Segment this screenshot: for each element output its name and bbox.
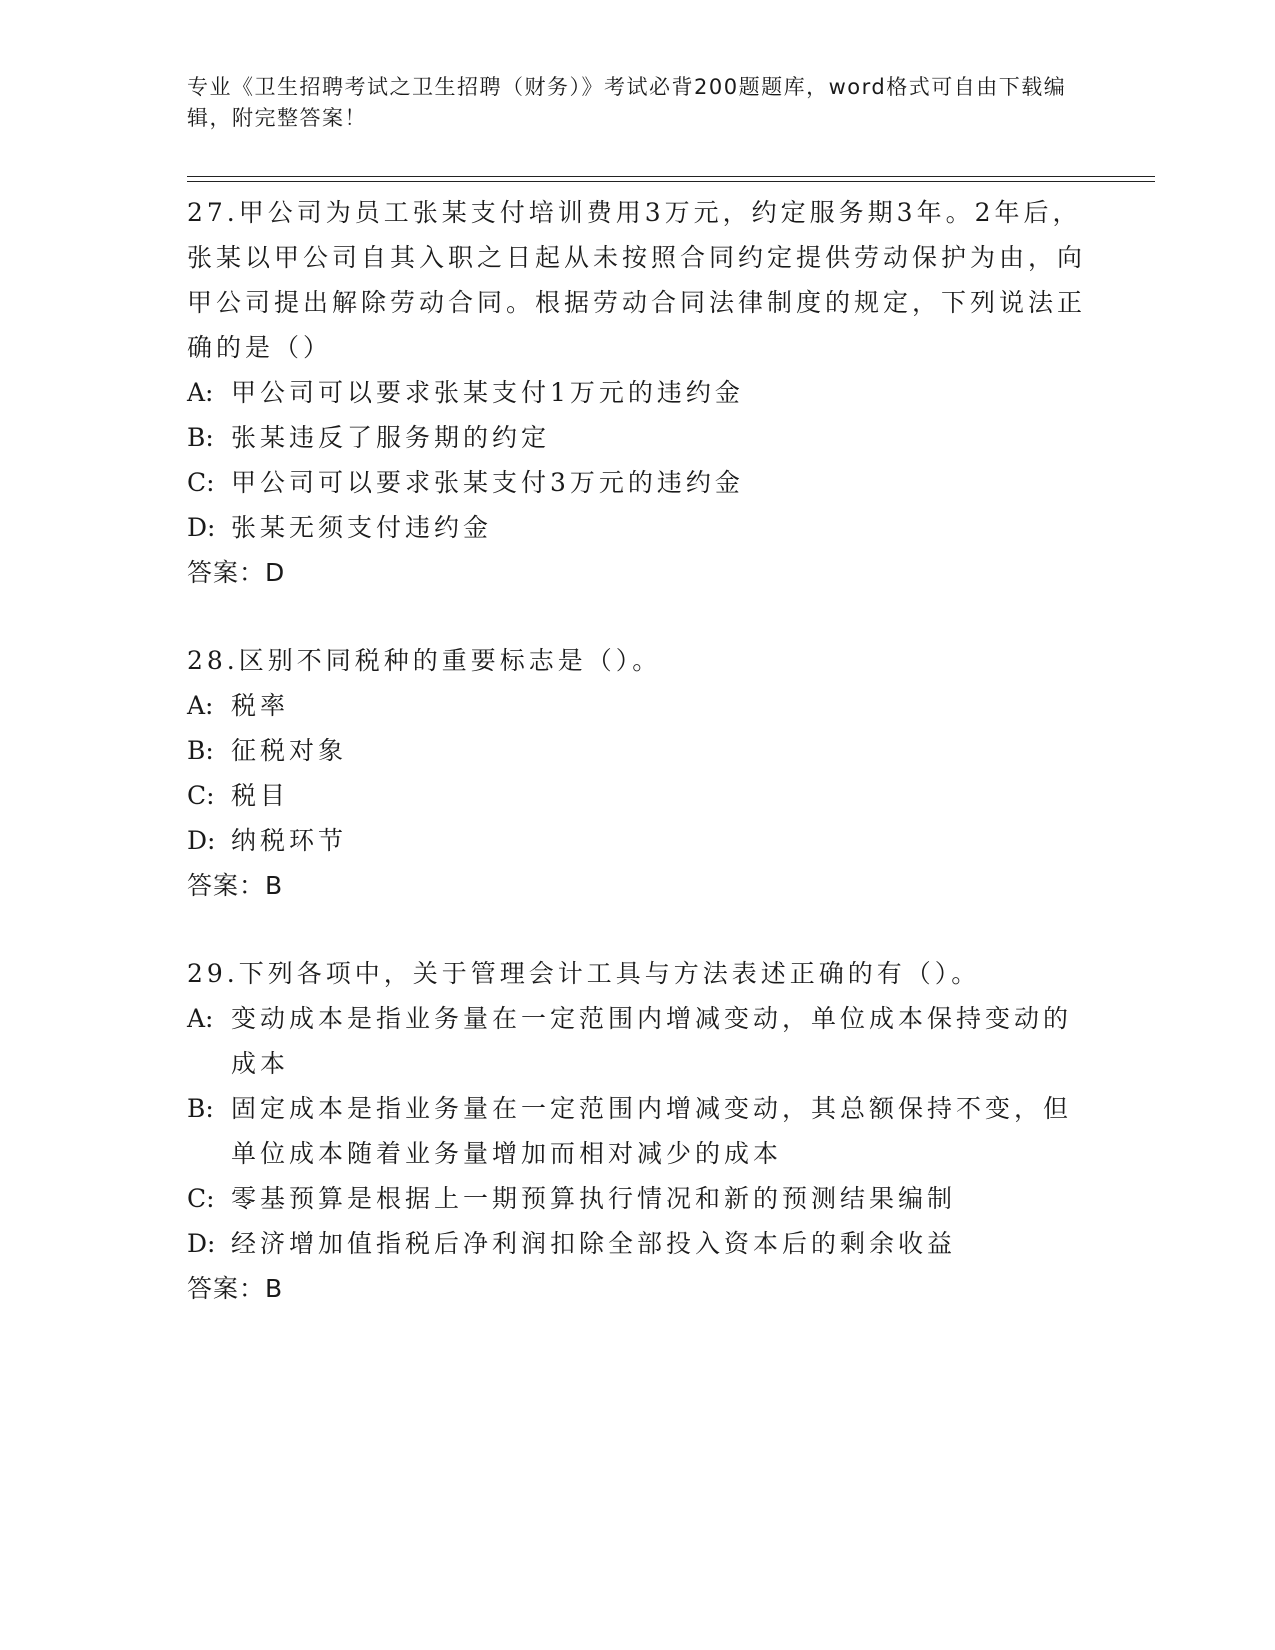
question-stem bbox=[187, 638, 1087, 683]
option-c bbox=[187, 773, 1087, 818]
question-stem bbox=[187, 951, 1087, 996]
option-text: 零基预算是根据上一期预算执行情况和新的预测结果编制 bbox=[231, 1184, 957, 1213]
option-letter: A: bbox=[187, 378, 214, 407]
option-letter: B: bbox=[187, 423, 214, 452]
question-text: 下列各项中，关于管理会计工具与方法表述正确的有（）。 bbox=[238, 959, 981, 988]
option-c bbox=[187, 460, 1087, 505]
option-b bbox=[187, 415, 1087, 460]
question-stem bbox=[187, 190, 1087, 370]
option-a bbox=[187, 683, 1087, 728]
option-letter: A: bbox=[187, 691, 214, 720]
option-letter: A: bbox=[187, 1004, 214, 1033]
option-text: 税目 bbox=[231, 781, 290, 810]
option-b bbox=[187, 1086, 1087, 1176]
answer-line: 答案：B bbox=[187, 871, 284, 900]
option-c bbox=[187, 1176, 1087, 1221]
question-number: 29. bbox=[187, 959, 239, 988]
option-b bbox=[187, 728, 1087, 773]
question-text: 甲公司为员工张某支付培训费用3万元，约定服务期3年。2年后，张某以甲公司自其入职之日起从未按照合同约定提供劳动保护为由，向甲公司提出解除劳动合同。根据劳动合同法律制度的规定，下列说法正确的是（） bbox=[187, 198, 1087, 362]
option-letter: C: bbox=[187, 781, 215, 810]
option-letter: B: bbox=[187, 1094, 214, 1123]
question-29 bbox=[187, 951, 1087, 1311]
question-27 bbox=[187, 190, 1087, 595]
option-text: 甲公司可以要求张某支付3万元的违约金 bbox=[231, 468, 744, 497]
question-number: 27. bbox=[187, 198, 239, 227]
answer-line: 答案：D bbox=[187, 558, 286, 587]
option-text: 固定成本是指业务量在一定范围内增减变动，其总额保持不变，但单位成本随着业务量增加而相对减少的成本 bbox=[231, 1094, 1073, 1168]
option-d bbox=[187, 818, 1087, 863]
question-text: 区别不同税种的重要标志是（）。 bbox=[238, 646, 662, 675]
option-letter: C: bbox=[187, 468, 215, 497]
option-text: 甲公司可以要求张某支付1万元的违约金 bbox=[231, 378, 744, 407]
option-a bbox=[187, 370, 1087, 415]
document-header: 专业《卫生招聘考试之卫生招聘（财务）》考试必背200题题库，word格式可自由下载编辑，附完整答案！ bbox=[187, 75, 1067, 130]
option-text: 经济增加值指税后净利润扣除全部投入资本后的剩余收益 bbox=[231, 1229, 957, 1258]
option-text: 征税对象 bbox=[231, 736, 348, 765]
option-text: 张某违反了服务期的约定 bbox=[231, 423, 551, 452]
question-28 bbox=[187, 638, 1087, 908]
option-d bbox=[187, 1221, 1087, 1266]
option-d bbox=[187, 505, 1087, 550]
header-divider-top bbox=[187, 176, 1155, 177]
option-letter: D: bbox=[187, 1229, 216, 1258]
option-letter: D: bbox=[187, 513, 216, 542]
option-text: 变动成本是指业务量在一定范围内增减变动，单位成本保持变动的成本 bbox=[231, 1004, 1073, 1078]
option-text: 税率 bbox=[231, 691, 290, 720]
option-a bbox=[187, 996, 1087, 1086]
question-number: 28. bbox=[187, 646, 239, 675]
option-letter: D: bbox=[187, 826, 216, 855]
option-text: 张某无须支付违约金 bbox=[231, 513, 493, 542]
option-letter: B: bbox=[187, 736, 214, 765]
question-list bbox=[187, 190, 1087, 1354]
option-letter: C: bbox=[187, 1184, 215, 1213]
answer-line: 答案：B bbox=[187, 1274, 284, 1303]
header-divider-bottom bbox=[187, 181, 1155, 182]
option-text: 纳税环节 bbox=[231, 826, 348, 855]
